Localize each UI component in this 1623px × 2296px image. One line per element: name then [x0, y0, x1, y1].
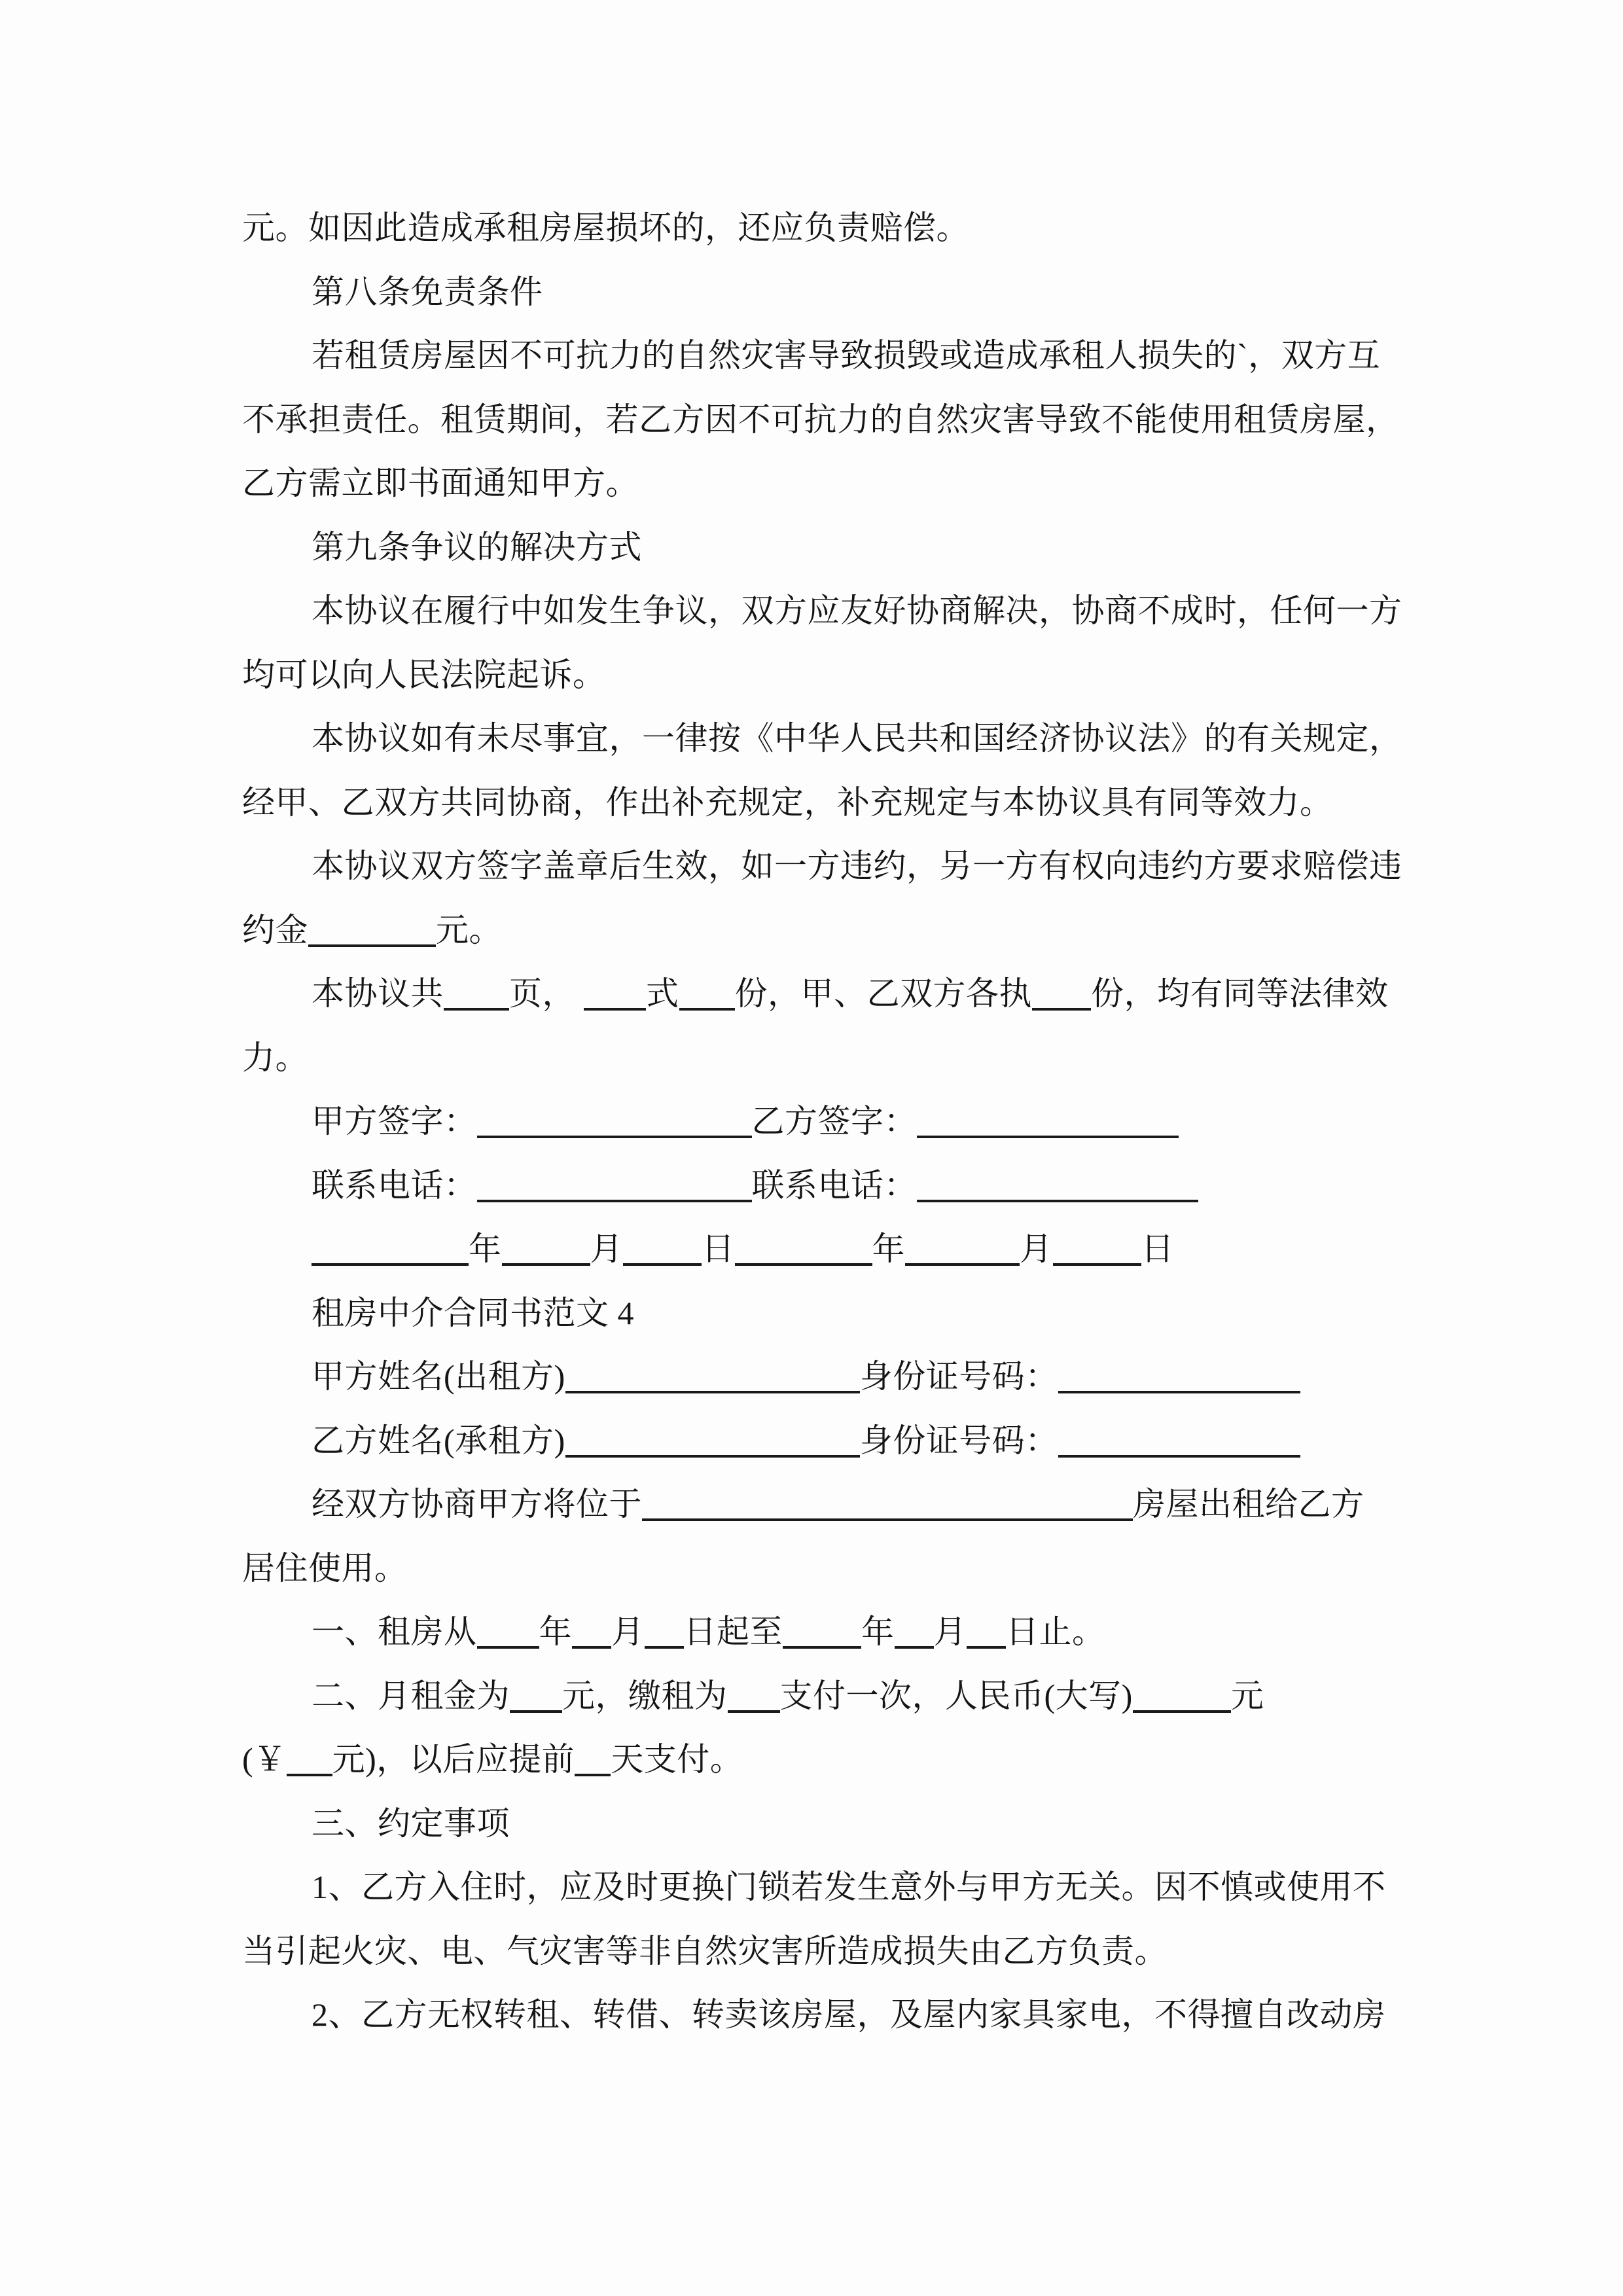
blank-underline [312, 1263, 469, 1266]
line-text: 不承担责任。租赁期间，若乙方因不可抗力的自然灾害导致不能使用租赁房屋， [242, 401, 1399, 438]
text-line [242, 260, 1394, 325]
blank-underline [679, 1008, 735, 1011]
text-line [242, 1728, 1394, 1792]
line-text: 乙方需立即书面通知甲方。 [242, 465, 639, 501]
text-line [242, 196, 1394, 260]
blank-underline [645, 1646, 684, 1649]
line-text: 联系电话： [312, 1166, 477, 1204]
line-text: 甲方姓名(出租方) [312, 1358, 565, 1395]
line-text: 力。 [242, 1039, 308, 1076]
line-text: 份，甲、乙双方各执 [734, 975, 1032, 1012]
blank-underline [502, 1263, 590, 1266]
blank-underline [510, 1710, 562, 1713]
line-text: 份，均有同等法律效 [1091, 975, 1389, 1012]
blank-underline [477, 1136, 752, 1138]
text-line [242, 1217, 1394, 1282]
line-text: 2、乙方无权转租、转借、转卖该房屋，及屋内家具家电，不得擅自改动房 [312, 1996, 1386, 2033]
text-line [242, 452, 1394, 516]
blank-underline [967, 1646, 1006, 1649]
line-text: 二、月租金为 [312, 1677, 510, 1714]
line-text: 一、租房从 [312, 1613, 477, 1650]
line-text: 元)，以后应提前 [332, 1741, 575, 1778]
line-text: 元 [1230, 1677, 1264, 1714]
line-text: 年 [861, 1613, 895, 1650]
text-line [242, 707, 1402, 771]
blank-underline [1032, 1008, 1091, 1011]
line-text: 月 [933, 1613, 967, 1650]
text-line [242, 516, 1394, 580]
line-text: 当引起火灾、电、气灾害等非自然灾害所造成损失由乙方负责。 [242, 1932, 1168, 1969]
text-line [242, 962, 1394, 1026]
text-line [242, 771, 1394, 835]
document-body [242, 196, 1402, 2047]
blank-underline [642, 1518, 1133, 1521]
line-text: 年 [469, 1230, 502, 1267]
blank-underline [783, 1646, 861, 1649]
line-text: 经双方协商甲方将位于 [312, 1486, 642, 1522]
line-text: 本协议在履行中如发生争议，双方应友好协商解决，协商不成时，任何一方 [312, 592, 1402, 629]
blank-underline [728, 1710, 780, 1713]
line-text: 联系电话： [751, 1166, 917, 1204]
blank-underline [623, 1263, 702, 1266]
blank-underline [584, 1008, 646, 1011]
text-line [242, 643, 1394, 708]
blank-underline [1058, 1391, 1300, 1393]
line-text: 月 [590, 1230, 623, 1267]
blank-underline [735, 1263, 872, 1266]
line-text: 月 [611, 1613, 645, 1650]
line-text: 三、约定事项 [312, 1804, 510, 1842]
line-text: 本协议双方签字盖章后生效，如一方违约，另一方有权向违约方要求赔偿违 [312, 848, 1402, 884]
line-text: 式 [646, 975, 679, 1012]
text-line [242, 1920, 1394, 1984]
text-line [242, 1664, 1394, 1729]
text-line [242, 834, 1402, 899]
line-text: 支付一次，人民币(大写) [779, 1677, 1133, 1714]
blank-underline [565, 1455, 860, 1458]
line-text: 身份证号码： [859, 1422, 1058, 1459]
blank-underline [1058, 1455, 1300, 1458]
line-text: 第八条免责条件 [312, 273, 543, 310]
text-line [242, 1026, 1394, 1090]
text-line [242, 1090, 1394, 1154]
blank-underline [905, 1263, 1020, 1266]
line-text: 元。 [436, 911, 502, 948]
blank-underline [1133, 1710, 1231, 1713]
line-text: 日止。 [1006, 1613, 1105, 1650]
line-text: 均可以向人民法院起诉。 [242, 656, 606, 693]
line-text: 约金 [242, 911, 308, 948]
line-text: 日起至 [683, 1613, 783, 1650]
text-line [242, 1409, 1394, 1473]
blank-underline [917, 1200, 1198, 1202]
text-line [242, 579, 1402, 643]
line-text: 本协议如有未尽事宜，一律按《中华人民共和国经济协议法》的有关规定， [312, 720, 1402, 757]
line-text: 日 [702, 1230, 735, 1267]
line-text: 年 [872, 1230, 905, 1267]
line-text: 日 [1141, 1230, 1174, 1267]
line-text: 页， [509, 975, 584, 1012]
blank-underline [477, 1646, 539, 1649]
text-line [242, 1856, 1394, 1920]
line-text: 若租赁房屋因不可抗力的自然灾害导致损毁或造成承租人损失的`，双方互 [312, 337, 1381, 374]
blank-underline [287, 1774, 332, 1776]
text-line [242, 899, 1394, 963]
line-text: 乙方姓名(承租方) [312, 1422, 565, 1459]
line-text: 居住使用。 [242, 1549, 408, 1587]
text-line [242, 1600, 1394, 1664]
line-text: 本协议共 [312, 975, 444, 1012]
text-line [242, 1792, 1394, 1856]
text-line [242, 1154, 1394, 1218]
line-text: 经甲、乙双方共同协商，作出补充规定，补充规定与本协议具有同等效力。 [242, 783, 1333, 821]
blank-underline [444, 1008, 509, 1011]
blank-underline [565, 1391, 860, 1393]
blank-underline [572, 1646, 611, 1649]
line-text: 租房中介合同书范文 4 [312, 1294, 634, 1331]
line-text: 房屋出租给乙方 [1133, 1486, 1364, 1522]
line-text: 元。如因此造成承租房屋损坏的，还应负责赔偿。 [242, 209, 969, 246]
blank-underline [1053, 1263, 1141, 1266]
blank-underline [917, 1136, 1179, 1138]
line-text: 天支付。 [611, 1741, 743, 1778]
line-text: 身份证号码： [859, 1358, 1058, 1395]
text-line [242, 1983, 1394, 2047]
line-text: (￥ [242, 1741, 287, 1778]
blank-underline [895, 1646, 934, 1649]
line-text: 元，缴租为 [562, 1677, 728, 1714]
text-line [242, 1345, 1394, 1409]
blank-underline [308, 944, 436, 947]
line-text: 1、乙方入住时，应及时更换门锁若发生意外与甲方无关。因不慎或使用不 [312, 1869, 1386, 1905]
line-text: 第九条争议的解决方式 [312, 528, 642, 565]
line-text: 甲方签字： [312, 1103, 477, 1139]
text-line [242, 388, 1399, 452]
text-line [242, 324, 1394, 388]
blank-underline [477, 1200, 752, 1202]
blank-underline [575, 1774, 611, 1776]
line-text: 年 [539, 1613, 572, 1650]
line-text: 月 [1020, 1230, 1053, 1267]
text-line [242, 1473, 1394, 1537]
line-text: 乙方签字： [751, 1103, 917, 1139]
text-line [242, 1282, 1394, 1346]
text-line [242, 1537, 1394, 1601]
